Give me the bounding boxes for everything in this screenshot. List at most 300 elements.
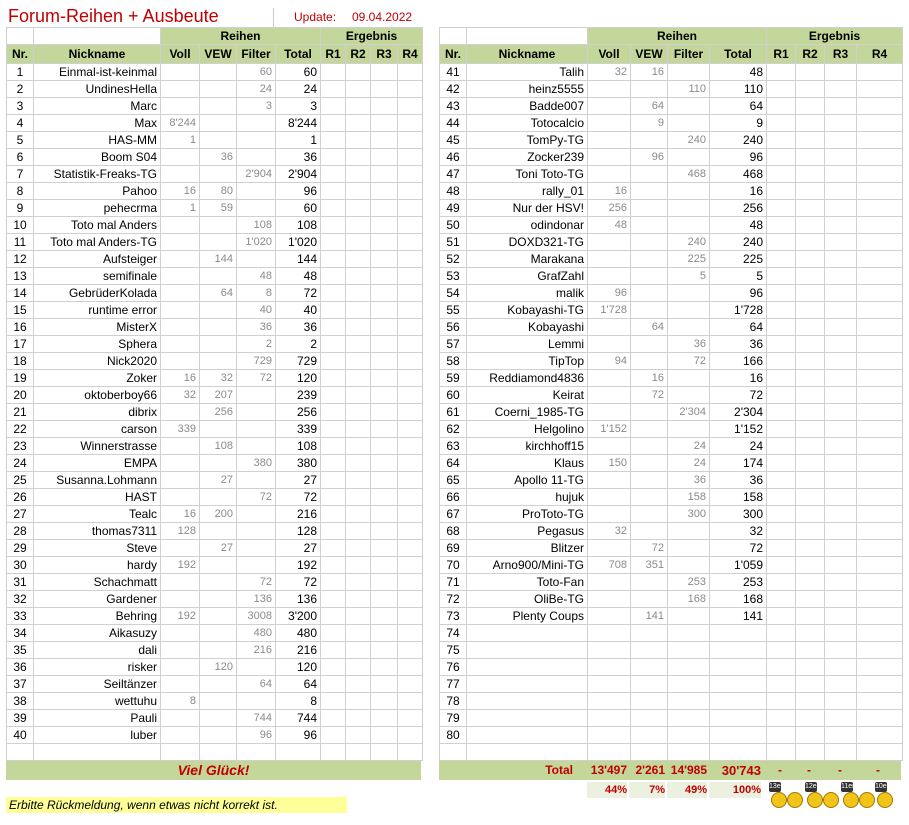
spacer-cell: [200, 744, 237, 761]
row-r2: [346, 98, 371, 115]
row-nr: 9: [7, 200, 34, 217]
row-filter: [237, 472, 276, 489]
right-table-body: [440, 64, 903, 761]
row-r3: [371, 200, 398, 217]
row-nr: 8: [7, 183, 34, 200]
row-r4: [857, 64, 903, 81]
row-nickname: TipTop: [467, 353, 588, 370]
row-r3: [371, 591, 398, 608]
row-r1: [767, 115, 796, 132]
sum-vew: 2'261: [635, 763, 665, 777]
row-r4: [857, 421, 903, 438]
header-nickname: Nickname: [467, 45, 588, 64]
badge-13er-icon: 13er: [769, 783, 784, 790]
row-r2: [346, 438, 371, 455]
row-total: 60: [276, 200, 321, 217]
row-r1: [321, 98, 346, 115]
row-r1: [321, 523, 346, 540]
row-nr: 26: [7, 489, 34, 506]
row-r2: [346, 64, 371, 81]
row-voll: [161, 81, 200, 98]
row-r4: [857, 574, 903, 591]
row-nickname: Toto mal Anders-TG: [34, 234, 161, 251]
row-nr: 36: [7, 659, 34, 676]
row-r1: [767, 353, 796, 370]
row-r4: [398, 642, 423, 659]
row-r1: [321, 472, 346, 489]
row-voll: [161, 710, 200, 727]
row-r3: [371, 506, 398, 523]
row-r1: [767, 149, 796, 166]
spacer-cell: [467, 744, 588, 761]
row-r2: [346, 217, 371, 234]
row-r1: [321, 625, 346, 642]
row-r2: [796, 727, 825, 744]
row-nickname: Susanna.Lohmann: [34, 472, 161, 489]
spacer-cell: [825, 744, 857, 761]
row-r2: [796, 319, 825, 336]
row-vew: [631, 659, 668, 676]
row-r4: [398, 319, 423, 336]
row-nickname: Reddiamond4836: [467, 370, 588, 387]
row-vew: 200: [200, 506, 237, 523]
table-row: [440, 64, 903, 81]
row-r4: [857, 217, 903, 234]
row-voll: [588, 659, 631, 676]
header-r2: R2: [346, 45, 371, 64]
row-vew: 96: [631, 149, 668, 166]
table-row: [440, 149, 903, 166]
header-ergebnis: Ergebnis: [321, 28, 423, 45]
row-voll: [161, 404, 200, 421]
spacer-cell: [710, 744, 767, 761]
row-nickname: Keirat: [467, 387, 588, 404]
row-filter: [237, 183, 276, 200]
row-voll: [588, 506, 631, 523]
row-nickname: Kobayashi: [467, 319, 588, 336]
row-total: 72: [276, 574, 321, 591]
row-nickname: Statistik-Freaks-TG: [34, 166, 161, 183]
table-row: [7, 268, 423, 285]
row-filter: 744: [237, 710, 276, 727]
row-total: 72: [276, 489, 321, 506]
row-nr: 29: [7, 540, 34, 557]
row-nr: 61: [440, 404, 467, 421]
spacer-cell: [796, 744, 825, 761]
row-r1: [767, 438, 796, 455]
feedback-note: Erbitte Rückmeldung, wenn etwas nicht korrekt ist.: [6, 797, 347, 813]
row-voll: [161, 472, 200, 489]
row-r1: [767, 642, 796, 659]
table-row: [7, 659, 423, 676]
row-filter: [668, 642, 710, 659]
row-nr: 56: [440, 319, 467, 336]
row-filter: 253: [668, 574, 710, 591]
row-r2: [346, 591, 371, 608]
row-vew: [631, 506, 668, 523]
row-nickname: luber: [34, 727, 161, 744]
row-voll: [161, 166, 200, 183]
row-total: 36: [276, 319, 321, 336]
row-r1: [767, 217, 796, 234]
table-row: [7, 302, 423, 319]
row-filter: 96: [237, 727, 276, 744]
row-r3: [825, 710, 857, 727]
row-nr: 70: [440, 557, 467, 574]
row-filter: 48: [237, 268, 276, 285]
row-nickname: Zocker239: [467, 149, 588, 166]
header-total: Total: [276, 45, 321, 64]
row-r1: [767, 302, 796, 319]
row-filter: 2: [237, 336, 276, 353]
table-row: [440, 625, 903, 642]
row-voll: [161, 676, 200, 693]
row-r4: [857, 506, 903, 523]
row-vew: 36: [200, 149, 237, 166]
row-r3: [825, 523, 857, 540]
row-vew: [631, 353, 668, 370]
row-vew: [631, 404, 668, 421]
row-nickname: [467, 642, 588, 659]
page-title: Forum-Reihen + Ausbeute: [8, 6, 219, 26]
row-r1: [767, 455, 796, 472]
row-vew: [631, 438, 668, 455]
row-total: 48: [710, 217, 767, 234]
row-r2: [796, 387, 825, 404]
badge-10er-icon: 10er: [875, 783, 890, 790]
row-r3: [825, 591, 857, 608]
row-nickname: heinz5555: [467, 81, 588, 98]
row-voll: 8'244: [161, 115, 200, 132]
row-voll: 1: [161, 132, 200, 149]
table-row: [440, 166, 903, 183]
row-nickname: Behring: [34, 608, 161, 625]
row-r3: [371, 319, 398, 336]
row-r2: [796, 302, 825, 319]
row-voll: 32: [588, 523, 631, 540]
row-nr: 71: [440, 574, 467, 591]
row-r4: [857, 642, 903, 659]
row-r1: [321, 268, 346, 285]
row-vew: [631, 676, 668, 693]
row-filter: [668, 217, 710, 234]
row-total: 3: [276, 98, 321, 115]
row-nr: 15: [7, 302, 34, 319]
row-r4: [857, 387, 903, 404]
header-filter: Filter: [237, 45, 276, 64]
row-filter: [668, 693, 710, 710]
row-voll: [588, 608, 631, 625]
row-r4: [398, 166, 423, 183]
row-r3: [825, 455, 857, 472]
row-r2: [346, 693, 371, 710]
row-nr: 20: [7, 387, 34, 404]
row-nickname: rally_01: [467, 183, 588, 200]
row-r2: [346, 370, 371, 387]
row-r2: [346, 387, 371, 404]
header-nr: Nr.: [7, 45, 34, 64]
row-filter: [237, 200, 276, 217]
row-r1: [321, 370, 346, 387]
header-vew: VEW: [200, 45, 237, 64]
row-voll: [588, 574, 631, 591]
table-row: [7, 676, 423, 693]
row-r4: [857, 81, 903, 98]
row-voll: [161, 574, 200, 591]
sum-r2: -: [807, 763, 811, 777]
row-r3: [371, 115, 398, 132]
pct-voll: 44%: [587, 782, 627, 798]
row-nickname: Lemmi: [467, 336, 588, 353]
row-r1: [321, 659, 346, 676]
row-r2: [796, 676, 825, 693]
row-r3: [825, 540, 857, 557]
row-r1: [321, 64, 346, 81]
row-r3: [825, 251, 857, 268]
row-vew: [631, 302, 668, 319]
row-nickname: Tealc: [34, 506, 161, 523]
row-nr: 46: [440, 149, 467, 166]
row-vew: [200, 166, 237, 183]
row-nr: 57: [440, 336, 467, 353]
row-r1: [321, 676, 346, 693]
table-row: [7, 404, 423, 421]
row-vew: 120: [200, 659, 237, 676]
totals-bar: [439, 761, 901, 780]
row-vew: 27: [200, 540, 237, 557]
row-nr: 13: [7, 268, 34, 285]
row-r1: [767, 200, 796, 217]
row-vew: 32: [200, 370, 237, 387]
row-r3: [825, 387, 857, 404]
row-r2: [346, 268, 371, 285]
row-vew: [631, 268, 668, 285]
row-r1: [767, 625, 796, 642]
row-nickname: Toto mal Anders: [34, 217, 161, 234]
row-voll: [588, 234, 631, 251]
table-row: [7, 200, 423, 217]
row-nr: 22: [7, 421, 34, 438]
row-total: 256: [276, 404, 321, 421]
row-total: 174: [710, 455, 767, 472]
row-r3: [371, 421, 398, 438]
row-r1: [321, 727, 346, 744]
row-nickname: Steve: [34, 540, 161, 557]
row-total: 144: [276, 251, 321, 268]
row-r2: [346, 234, 371, 251]
row-voll: 16: [588, 183, 631, 200]
header-r3: R3: [825, 45, 857, 64]
row-r3: [371, 710, 398, 727]
row-nr: 12: [7, 251, 34, 268]
row-voll: 192: [161, 608, 200, 625]
row-r4: [398, 574, 423, 591]
row-r4: [857, 727, 903, 744]
table-row: [440, 574, 903, 591]
row-nickname: Plenty Coups: [467, 608, 588, 625]
row-nickname: GrafZahl: [467, 268, 588, 285]
row-r1: [321, 200, 346, 217]
row-total: 1'728: [710, 302, 767, 319]
row-total: 96: [276, 183, 321, 200]
row-r2: [346, 676, 371, 693]
row-nr: 55: [440, 302, 467, 319]
row-vew: [200, 234, 237, 251]
row-r4: [398, 676, 423, 693]
row-filter: 468: [668, 166, 710, 183]
row-nr: 42: [440, 81, 467, 98]
row-nickname: malik: [467, 285, 588, 302]
row-filter: 240: [668, 234, 710, 251]
row-r4: [857, 370, 903, 387]
row-r4: [398, 132, 423, 149]
table-row: [440, 659, 903, 676]
row-r2: [796, 132, 825, 149]
spacer-cell: [440, 744, 467, 761]
row-r1: [767, 166, 796, 183]
table-row: [7, 132, 423, 149]
row-vew: [631, 693, 668, 710]
row-filter: 24: [668, 438, 710, 455]
row-r2: [796, 421, 825, 438]
row-total: 240: [710, 132, 767, 149]
row-r2: [796, 336, 825, 353]
row-nickname: EMPA: [34, 455, 161, 472]
row-r1: [767, 98, 796, 115]
row-r4: [857, 540, 903, 557]
row-total: 2'304: [710, 404, 767, 421]
row-r1: [321, 421, 346, 438]
row-nickname: ProToto-TG: [467, 506, 588, 523]
row-total: 2: [276, 336, 321, 353]
row-voll: 339: [161, 421, 200, 438]
smiley-icon: [787, 792, 803, 808]
row-r3: [825, 183, 857, 200]
row-r2: [796, 81, 825, 98]
row-r3: [371, 438, 398, 455]
row-r1: [767, 659, 796, 676]
row-r1: [321, 353, 346, 370]
row-r2: [796, 710, 825, 727]
row-filter: 108: [237, 217, 276, 234]
spacer-cell: [161, 744, 200, 761]
row-r3: [825, 115, 857, 132]
row-r3: [371, 642, 398, 659]
row-vew: [200, 642, 237, 659]
row-total: 8: [276, 693, 321, 710]
row-nr: 74: [440, 625, 467, 642]
row-nr: 77: [440, 676, 467, 693]
row-r4: [398, 472, 423, 489]
row-nickname: Max: [34, 115, 161, 132]
row-vew: 64: [200, 285, 237, 302]
row-voll: 708: [588, 557, 631, 574]
row-nr: 45: [440, 132, 467, 149]
row-r3: [371, 98, 398, 115]
table-row: [7, 387, 423, 404]
row-nickname: Zoker: [34, 370, 161, 387]
table-row: [7, 336, 423, 353]
row-filter: [668, 115, 710, 132]
table-row: [440, 642, 903, 659]
row-voll: [161, 268, 200, 285]
row-r4: [398, 421, 423, 438]
row-nickname: Apollo 11-TG: [467, 472, 588, 489]
row-nickname: UndinesHella: [34, 81, 161, 98]
row-vew: [631, 642, 668, 659]
row-r4: [398, 540, 423, 557]
row-vew: 144: [200, 251, 237, 268]
row-filter: 72: [237, 489, 276, 506]
row-vew: [200, 217, 237, 234]
row-r4: [857, 251, 903, 268]
header-voll: Voll: [161, 45, 200, 64]
row-nickname: [467, 693, 588, 710]
row-r3: [825, 574, 857, 591]
table-row: [7, 81, 423, 98]
row-voll: 8: [161, 693, 200, 710]
row-total: 256: [710, 200, 767, 217]
row-vew: [200, 64, 237, 81]
row-r3: [825, 166, 857, 183]
table-row: [7, 251, 423, 268]
row-voll: [161, 489, 200, 506]
row-nr: 32: [7, 591, 34, 608]
row-total: 1: [276, 132, 321, 149]
row-total: 48: [276, 268, 321, 285]
row-voll: [588, 132, 631, 149]
row-voll: [161, 64, 200, 81]
row-r4: [857, 404, 903, 421]
row-r4: [398, 387, 423, 404]
row-nickname: Marakana: [467, 251, 588, 268]
row-nr: 10: [7, 217, 34, 234]
row-nickname: Pauli: [34, 710, 161, 727]
row-voll: [161, 302, 200, 319]
row-vew: 256: [200, 404, 237, 421]
row-r2: [796, 166, 825, 183]
header-filter: Filter: [668, 45, 710, 64]
row-r2: [346, 115, 371, 132]
row-r3: [825, 659, 857, 676]
table-row: [7, 421, 423, 438]
row-total: 27: [276, 472, 321, 489]
row-nickname: Kobayashi-TG: [467, 302, 588, 319]
row-r2: [796, 285, 825, 302]
row-r3: [825, 285, 857, 302]
row-r4: [857, 625, 903, 642]
row-vew: 207: [200, 387, 237, 404]
row-r3: [371, 302, 398, 319]
row-voll: 48: [588, 217, 631, 234]
row-filter: [668, 540, 710, 557]
row-voll: [588, 693, 631, 710]
row-filter: 168: [668, 591, 710, 608]
row-nickname: Klaus: [467, 455, 588, 472]
row-vew: [631, 455, 668, 472]
row-total: 48: [710, 64, 767, 81]
row-total: 339: [276, 421, 321, 438]
table-row: [7, 489, 423, 506]
row-r4: [398, 727, 423, 744]
row-nr: 33: [7, 608, 34, 625]
row-r2: [796, 642, 825, 659]
row-r3: [825, 353, 857, 370]
row-vew: [200, 302, 237, 319]
row-filter: 64: [237, 676, 276, 693]
row-r4: [857, 166, 903, 183]
row-r4: [398, 438, 423, 455]
